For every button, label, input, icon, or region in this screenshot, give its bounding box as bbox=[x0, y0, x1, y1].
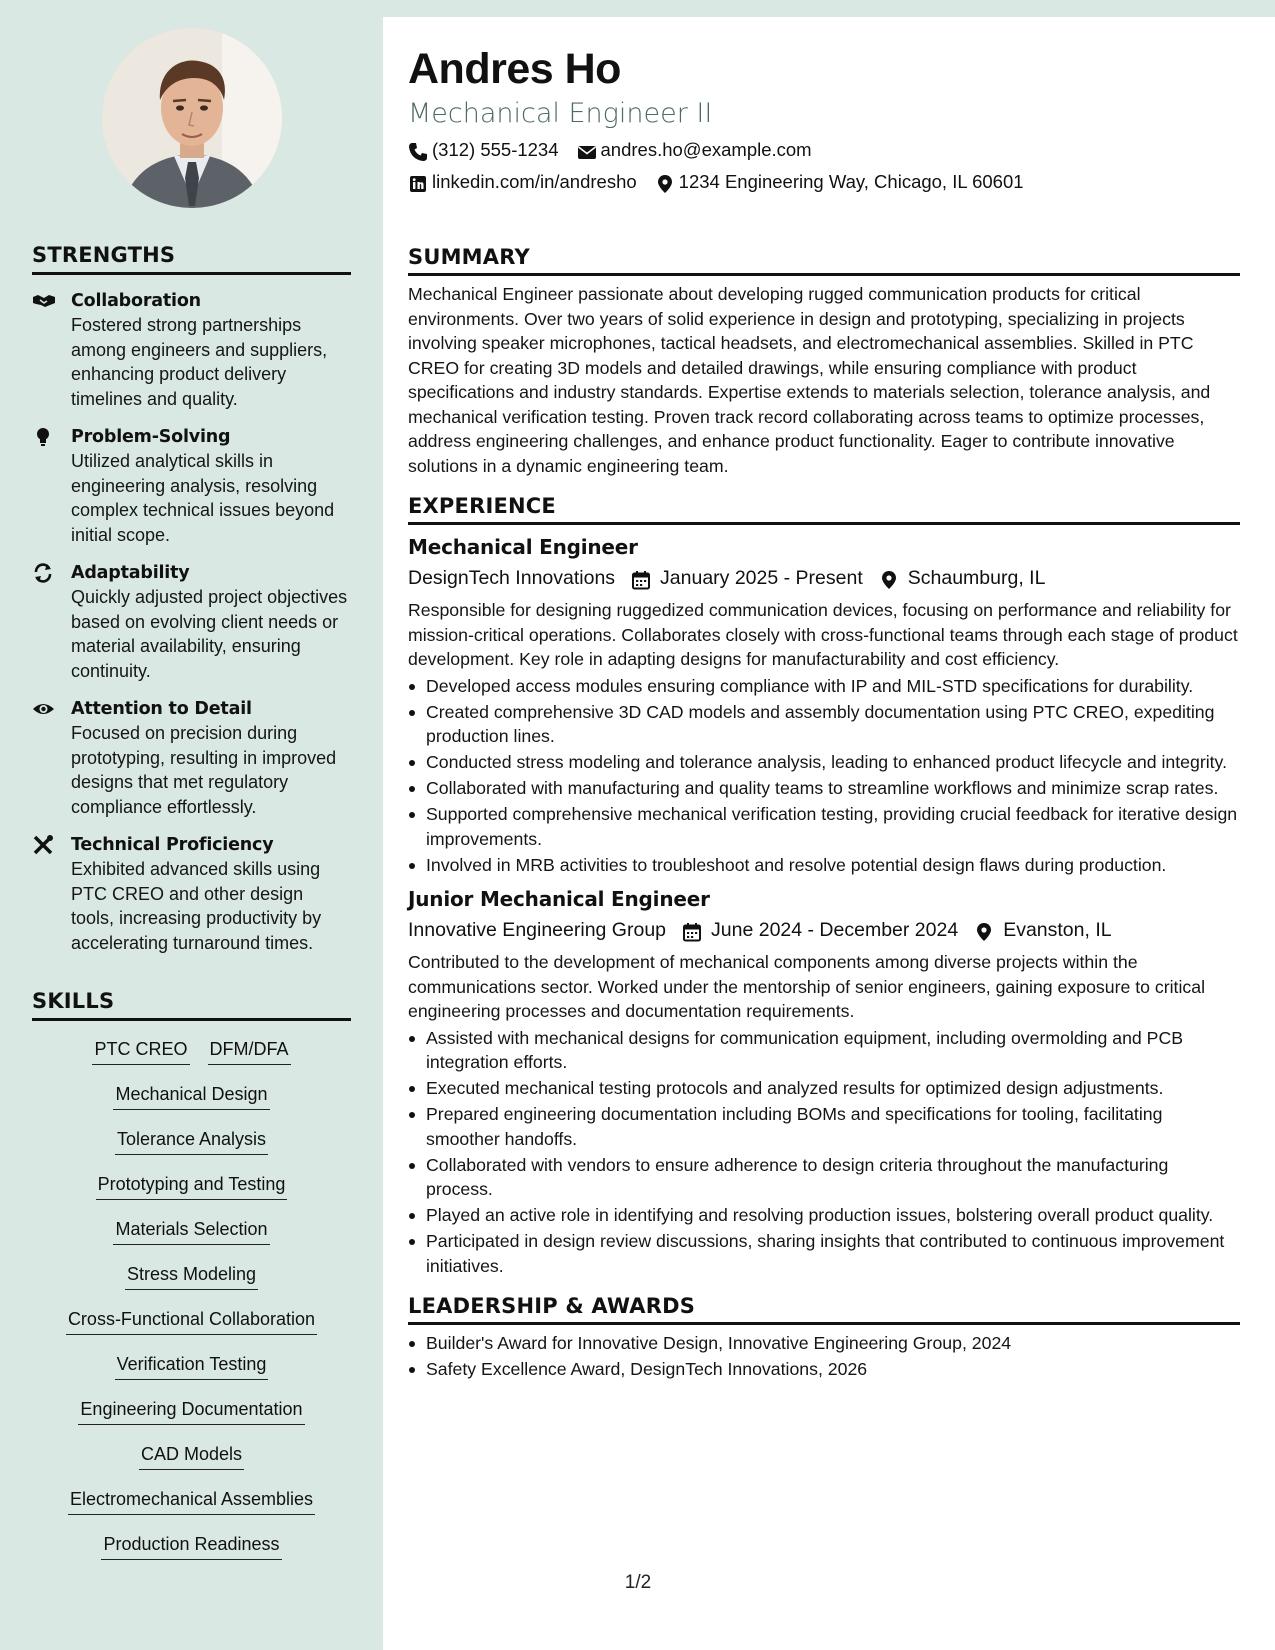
map-pin-icon bbox=[974, 920, 994, 940]
top-accent-band bbox=[383, 0, 1275, 17]
tools-icon bbox=[32, 835, 56, 855]
job-entry bbox=[408, 886, 1240, 1278]
job-location: Evanston, IL bbox=[1003, 919, 1112, 941]
strength-desc: Exhibited advanced skills using PTC CREO and other design tools, increasing productivity by accelerating turnaround times. bbox=[71, 859, 322, 953]
linkedin-text[interactable]: linkedin.com/in/andresho bbox=[432, 171, 637, 192]
list-item: Supported comprehensive mechanical verification testing, providing crucial feedback for iterative design improvements. bbox=[408, 802, 1240, 851]
strength-desc: Focused on precision during prototyping, resulting in improved designs that met regulatory compliance effortlessly. bbox=[71, 723, 337, 817]
job-bullets bbox=[408, 674, 1240, 878]
list-item: Prepared engineering documentation including BOMs and specifications for tooling, facilitating smoother handoffs. bbox=[408, 1102, 1240, 1151]
strength-title: Attention to Detail bbox=[71, 699, 252, 719]
skill-tag: Materials Selection bbox=[113, 1216, 269, 1245]
skill-tag: CAD Models bbox=[139, 1441, 244, 1470]
strength-item bbox=[32, 697, 351, 819]
list-item: Collaborated with vendors to ensure adherence to design criteria throughout the manufacturing process. bbox=[408, 1153, 1240, 1202]
skill-tag: Production Readiness bbox=[101, 1531, 281, 1560]
skill-tag: Mechanical Design bbox=[113, 1081, 269, 1110]
contact-row bbox=[408, 134, 1240, 166]
skill-tag: Engineering Documentation bbox=[78, 1396, 304, 1425]
lightbulb-icon bbox=[32, 427, 56, 447]
phone-icon bbox=[408, 140, 428, 160]
strength-desc: Utilized analytical skills in engineering analysis, resolving complex technical issues beyond initial scope. bbox=[71, 451, 335, 545]
strengths-section bbox=[32, 243, 351, 955]
contact-email bbox=[577, 134, 812, 166]
strength-title: Problem-Solving bbox=[71, 427, 231, 447]
handshake-icon bbox=[32, 291, 56, 311]
summary-heading: SUMMARY bbox=[408, 245, 1240, 276]
job-description: Responsible for designing ruggedized communication devices, focusing on performance and reliability for mission-critical operations. Collaborates closely with cross-functional teams through each stage of product development. Key role in adapting designs for manufacturability and cost efficiency. bbox=[408, 600, 1238, 669]
job-dates-wrap bbox=[631, 562, 863, 594]
strength-desc: Quickly adjusted project objectives based on evolving client needs or material availability, ensuring continuity. bbox=[71, 587, 348, 681]
job-dates-wrap bbox=[682, 914, 958, 946]
map-pin-icon bbox=[879, 568, 899, 588]
envelope-icon bbox=[577, 140, 597, 160]
job-meta bbox=[408, 914, 1240, 946]
address-text: 1234 Engineering Way, Chicago, IL 60601 bbox=[678, 171, 1024, 192]
skill-tag: Prototyping and Testing bbox=[96, 1171, 288, 1200]
profile-photo bbox=[102, 28, 282, 208]
job-description: Contributed to the development of mechanical components among diverse projects within the communications sector. Worked under the mentorship of senior engineers, gaining exposure to critical engineering processes and documentation requirements. bbox=[408, 952, 1206, 1021]
list-item: Safety Excellence Award, DesignTech Innovations, 2026 bbox=[408, 1357, 1240, 1382]
linkedin-icon bbox=[408, 172, 428, 192]
sync-icon bbox=[32, 563, 56, 583]
list-item: Conducted stress modeling and tolerance analysis, leading to enhanced product lifecycle and integrity. bbox=[408, 750, 1240, 775]
strength-item bbox=[32, 289, 351, 411]
skill-tag: Verification Testing bbox=[115, 1351, 269, 1380]
list-item: Builder's Award for Innovative Design, Innovative Engineering Group, 2024 bbox=[408, 1331, 1240, 1356]
strength-title: Technical Proficiency bbox=[71, 835, 274, 855]
summary-section bbox=[408, 245, 1240, 478]
skill-tag: DFM/DFA bbox=[208, 1036, 291, 1065]
list-item: Involved in MRB activities to troubleshoot and resolve potential design flaws during production. bbox=[408, 853, 1240, 878]
job-location-wrap bbox=[879, 562, 1046, 594]
skill-tag: PTC CREO bbox=[92, 1036, 189, 1065]
strength-desc: Fostered strong partnerships among engineers and suppliers, enhancing product delivery timelines and quality. bbox=[71, 315, 328, 409]
awards-list bbox=[408, 1331, 1240, 1382]
skill-tag: Tolerance Analysis bbox=[115, 1126, 268, 1155]
job-title: Mechanical Engineer bbox=[408, 535, 638, 559]
strength-item bbox=[32, 833, 351, 955]
awards-heading: LEADERSHIP & AWARDS bbox=[408, 1294, 1240, 1325]
skill-tag: Electromechanical Assemblies bbox=[68, 1486, 315, 1515]
list-item: Collaborated with manufacturing and quality teams to streamline workflows and minimize scrap rates. bbox=[408, 776, 1240, 801]
strengths-heading: STRENGTHS bbox=[32, 243, 351, 275]
page-number: 1/2 bbox=[624, 1572, 652, 1593]
job-company: Innovative Engineering Group bbox=[408, 919, 667, 941]
eye-icon bbox=[32, 699, 56, 719]
skill-tag: Cross-Functional Collaboration bbox=[66, 1306, 317, 1335]
contact-phone bbox=[408, 134, 559, 166]
strength-title: Collaboration bbox=[71, 291, 201, 311]
list-item: Participated in design review discussions, sharing insights that contributed to continuous improvement initiatives. bbox=[408, 1229, 1240, 1278]
strength-item bbox=[32, 425, 351, 547]
list-item: Created comprehensive 3D CAD models and assembly documentation using PTC CREO, expediting production lines. bbox=[408, 700, 1240, 749]
phone-text: (312) 555-1234 bbox=[432, 139, 559, 160]
skills-section bbox=[32, 989, 351, 1576]
job-location: Schaumburg, IL bbox=[907, 567, 1046, 589]
awards-section bbox=[408, 1294, 1240, 1382]
job-bullets bbox=[408, 1026, 1240, 1279]
experience-heading: EXPERIENCE bbox=[408, 494, 1240, 525]
list-item: Executed mechanical testing protocols and analyzed results for optimized design adjustments. bbox=[408, 1076, 1240, 1101]
candidate-name: Andres Ho bbox=[408, 45, 621, 93]
list-item: Developed access modules ensuring compliance with IP and MIL-STD specifications for durability. bbox=[408, 674, 1240, 699]
experience-section bbox=[408, 494, 1240, 1278]
job-dates: January 2025 - Present bbox=[660, 567, 863, 589]
skill-tag: Stress Modeling bbox=[125, 1261, 258, 1290]
email-text[interactable]: andres.ho@example.com bbox=[600, 139, 812, 160]
list-item: Assisted with mechanical designs for communication equipment, including overmolding and PCB integration efforts. bbox=[408, 1026, 1240, 1075]
contact-address bbox=[655, 166, 1024, 198]
summary-text: Mechanical Engineer passionate about developing rugged communication products for critical environments. Over two years of solid experience in design and prototyping, specializing in projects involving speaker microphones, tactical headsets, and electromechanical assemblies. Skilled in PTC CREO for creating 3D models and detailed drawings, while ensuring compliance with product specifications and industry standards. Expertise extends to materials selection, tolerance analysis, and mechanical verification testing. Proven track record collaborating across teams to optimize processes, address engineering challenges, and enhance product functionality. Eager to contribute innovative solutions in a dynamic engineering team. bbox=[408, 284, 1211, 476]
main-column bbox=[408, 17, 1240, 1382]
job-role: Mechanical Engineer II bbox=[408, 98, 713, 129]
calendar-icon bbox=[631, 568, 651, 588]
job-location-wrap bbox=[974, 914, 1111, 946]
calendar-icon bbox=[682, 920, 702, 940]
list-item: Played an active role in identifying and resolving production issues, bolstering overall product quality. bbox=[408, 1203, 1240, 1228]
job-entry bbox=[408, 534, 1240, 877]
map-pin-icon bbox=[655, 172, 675, 192]
strength-title: Adaptability bbox=[71, 563, 190, 583]
job-company: DesignTech Innovations bbox=[408, 567, 616, 589]
job-dates: June 2024 - December 2024 bbox=[711, 919, 959, 941]
strength-item bbox=[32, 561, 351, 683]
skills-list bbox=[32, 1036, 351, 1576]
job-title: Junior Mechanical Engineer bbox=[408, 887, 710, 911]
skills-heading: SKILLS bbox=[32, 989, 351, 1021]
contact-row bbox=[408, 166, 1240, 198]
contact-linkedin bbox=[408, 166, 637, 198]
job-meta bbox=[408, 562, 1240, 594]
